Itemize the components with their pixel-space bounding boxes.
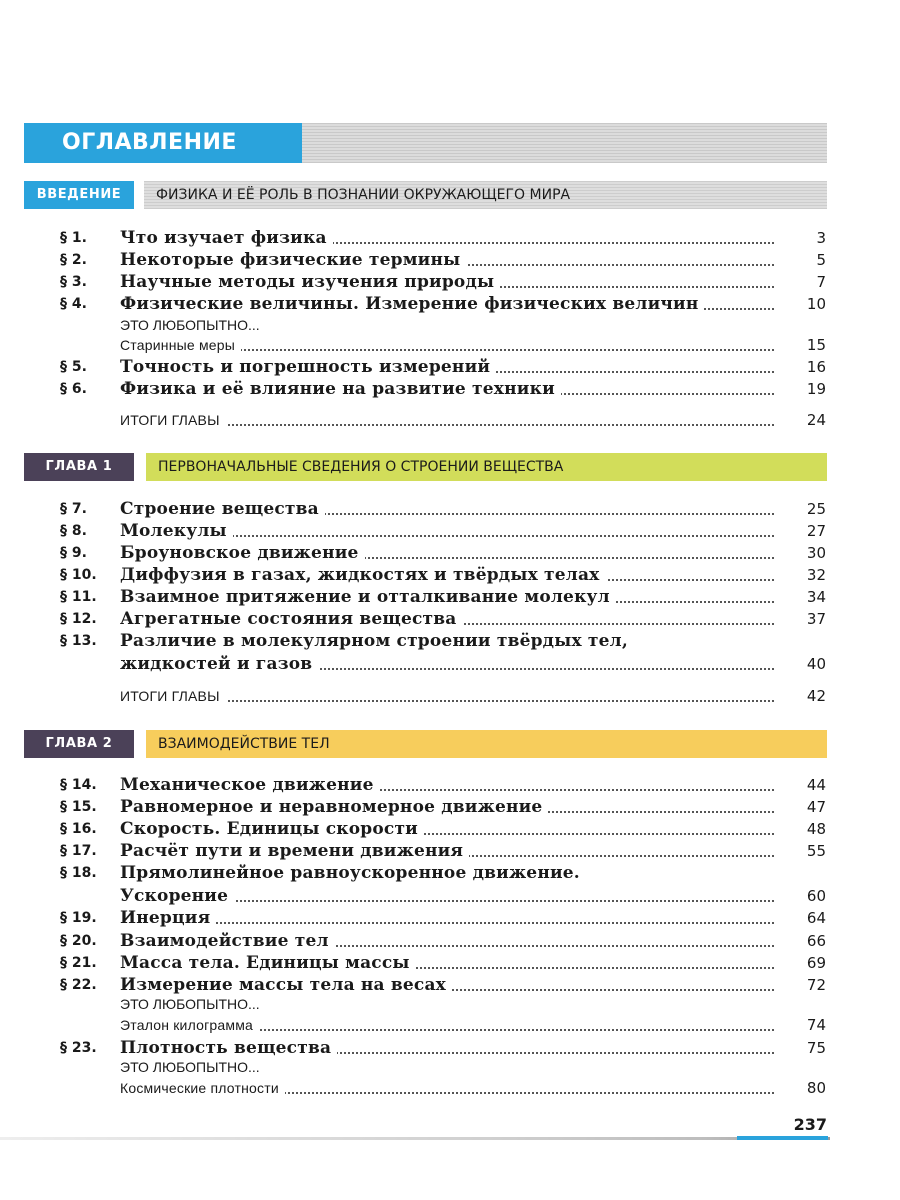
entry-title: Строение вещества [120, 498, 325, 520]
entry-title: Инерция [120, 907, 216, 929]
entry-page: 69 [776, 952, 826, 974]
toc-entry-line1[interactable] [0, 862, 900, 884]
page-title: ОГЛАВЛЕНИЕ [24, 123, 302, 163]
toc-entry[interactable] [0, 952, 900, 974]
entry-page: 32 [776, 564, 826, 586]
entry-title: Научные методы изучения природы [120, 271, 500, 293]
entry-title: Точность и погрешность измерений [120, 356, 496, 378]
entry-title: Равномерное и неравномерное движение [120, 796, 548, 818]
section-tag: ГЛАВА 1 [24, 453, 134, 481]
toc-entry[interactable] [0, 1037, 900, 1059]
entry-title: Агрегатные состояния вещества [120, 608, 463, 630]
entry-page: 24 [776, 409, 826, 431]
entry-title: Физика и её влияние на развитие техники [120, 378, 561, 400]
toc-entry[interactable] [0, 356, 900, 378]
entry-page: 25 [776, 498, 826, 520]
toc-entry[interactable] [0, 840, 900, 862]
toc-entry[interactable] [0, 1014, 900, 1036]
toc-header [24, 123, 827, 163]
entry-page: 19 [776, 378, 826, 400]
toc-entry[interactable] [0, 608, 900, 630]
toc-entry[interactable] [0, 564, 900, 586]
entry-page: 27 [776, 520, 826, 542]
toc-entry[interactable] [0, 378, 900, 400]
toc-entry[interactable] [0, 334, 900, 356]
entry-title-line1: Прямолинейное равноускоренное движение. [120, 862, 586, 884]
toc-entry[interactable] [0, 907, 900, 929]
entry-number: § 11. [60, 589, 97, 605]
entry-number: § 23. [60, 1040, 97, 1056]
toc-entry[interactable] [0, 653, 900, 675]
entry-page: 75 [776, 1037, 826, 1059]
entry-page: 7 [776, 271, 826, 293]
curiosity-label: ЭТО ЛЮБОПЫТНО... [120, 996, 260, 1012]
page-number: 237 [793, 1115, 827, 1134]
entry-title: Старинные меры [120, 334, 241, 356]
entry-page: 30 [776, 542, 826, 564]
toc-entry[interactable] [0, 520, 900, 542]
entry-title: Молекулы [120, 520, 233, 542]
entry-title: Что изучает физика [120, 227, 333, 249]
entry-page: 80 [776, 1077, 826, 1099]
toc-summary[interactable] [0, 409, 900, 431]
entry-number: § 16. [60, 821, 97, 837]
entry-page: 74 [776, 1014, 826, 1036]
section-tag: ВВЕДЕНИЕ [24, 181, 134, 209]
entry-number: § 3. [60, 274, 87, 290]
toc-entry[interactable] [0, 974, 900, 996]
entry-page: 42 [776, 685, 826, 707]
entry-number: § 6. [60, 381, 87, 397]
entry-number: § 1. [60, 230, 87, 246]
section-header-intro [24, 181, 827, 209]
entry-number: § 9. [60, 545, 87, 561]
entry-number: § 10. [60, 567, 97, 583]
entry-page: 10 [776, 293, 826, 315]
entry-number: § 2. [60, 252, 87, 268]
toc-entry[interactable] [0, 885, 900, 907]
entry-page: 66 [776, 930, 826, 952]
toc-entry[interactable] [0, 249, 900, 271]
entry-title: Плотность вещества [120, 1037, 337, 1059]
summary-title: ИТОГИ ГЛАВЫ [120, 409, 226, 431]
entry-title: Эталон килограмма [120, 1014, 259, 1036]
entry-title: Механическое движение [120, 774, 380, 796]
entry-page: 55 [776, 840, 826, 862]
curiosity-label: ЭТО ЛЮБОПЫТНО... [120, 317, 260, 333]
entry-page: 3 [776, 227, 826, 249]
toc-entry[interactable] [0, 227, 900, 249]
entry-number: § 13. [60, 633, 97, 649]
entry-number: § 14. [60, 777, 97, 793]
toc-entry[interactable] [0, 774, 900, 796]
section-title: ВЗАИМОДЕЙСТВИЕ ТЕЛ [146, 730, 827, 758]
toc-entry[interactable] [0, 818, 900, 840]
entry-title: Ускорение [120, 885, 234, 907]
entry-title: Некоторые физические термины [120, 249, 466, 271]
toc-entry[interactable] [0, 586, 900, 608]
entry-page: 37 [776, 608, 826, 630]
entry-page: 64 [776, 907, 826, 929]
entry-number: § 7. [60, 501, 87, 517]
section-title: ФИЗИКА И ЕЁ РОЛЬ В ПОЗНАНИИ ОКРУЖАЮЩЕГО МИРА [144, 181, 827, 209]
entry-number: § 15. [60, 799, 97, 815]
toc-entry[interactable] [0, 542, 900, 564]
entry-page: 16 [776, 356, 826, 378]
entry-number: § 21. [60, 955, 97, 971]
entry-page: 48 [776, 818, 826, 840]
entry-number: § 19. [60, 910, 97, 926]
toc-entry[interactable] [0, 498, 900, 520]
entry-title: Расчёт пути и времени движения [120, 840, 469, 862]
entry-number: § 12. [60, 611, 97, 627]
entry-number: § 18. [60, 865, 97, 881]
toc-entry[interactable] [0, 796, 900, 818]
entry-title: Взаимное притяжение и отталкивание молекул [120, 586, 616, 608]
footer-accent [737, 1136, 828, 1140]
entry-page: 15 [776, 334, 826, 356]
entry-page: 44 [776, 774, 826, 796]
footer-rule [0, 1137, 830, 1140]
toc-entry-line1[interactable] [0, 630, 900, 652]
entry-page: 72 [776, 974, 826, 996]
section-title: ПЕРВОНАЧАЛЬНЫЕ СВЕДЕНИЯ О СТРОЕНИИ ВЕЩЕСТВА [146, 453, 827, 481]
entry-title: Диффузия в газах, жидкостях и твёрдых телах [120, 564, 606, 586]
entry-title: Масса тела. Единицы массы [120, 952, 416, 974]
entry-number: § 8. [60, 523, 87, 539]
entry-page: 47 [776, 796, 826, 818]
entry-title: Измерение массы тела на весах [120, 974, 452, 996]
leader-dots [120, 922, 774, 924]
curiosity-label: ЭТО ЛЮБОПЫТНО... [120, 1059, 260, 1075]
toc-entry[interactable] [0, 930, 900, 952]
section-tag: ГЛАВА 2 [24, 730, 134, 758]
entry-title: Физические величины. Измерение физических величин [120, 293, 704, 315]
entry-page: 60 [776, 885, 826, 907]
summary-title: ИТОГИ ГЛАВЫ [120, 685, 226, 707]
entry-number: § 22. [60, 977, 97, 993]
entry-number: § 20. [60, 933, 97, 949]
entry-title: Взаимодействие тел [120, 930, 335, 952]
entry-title: Космические плотности [120, 1077, 285, 1099]
entry-page: 40 [776, 653, 826, 675]
entry-number: § 17. [60, 843, 97, 859]
entry-title: Броуновское движение [120, 542, 365, 564]
entry-number: § 5. [60, 359, 87, 375]
toc-entry[interactable] [0, 271, 900, 293]
entry-page: 5 [776, 249, 826, 271]
entry-title: жидкостей и газов [120, 653, 318, 675]
section-header-chapter-2 [24, 730, 827, 758]
entry-page: 34 [776, 586, 826, 608]
section-header-chapter-1 [24, 453, 827, 481]
toc-entry[interactable] [0, 293, 900, 315]
entry-title-line1: Различие в молекулярном строении твёрдых тел, [120, 630, 634, 652]
toc-summary[interactable] [0, 685, 900, 707]
entry-number: § 4. [60, 296, 87, 312]
toc-entry[interactable] [0, 1077, 900, 1099]
entry-title: Скорость. Единицы скорости [120, 818, 424, 840]
